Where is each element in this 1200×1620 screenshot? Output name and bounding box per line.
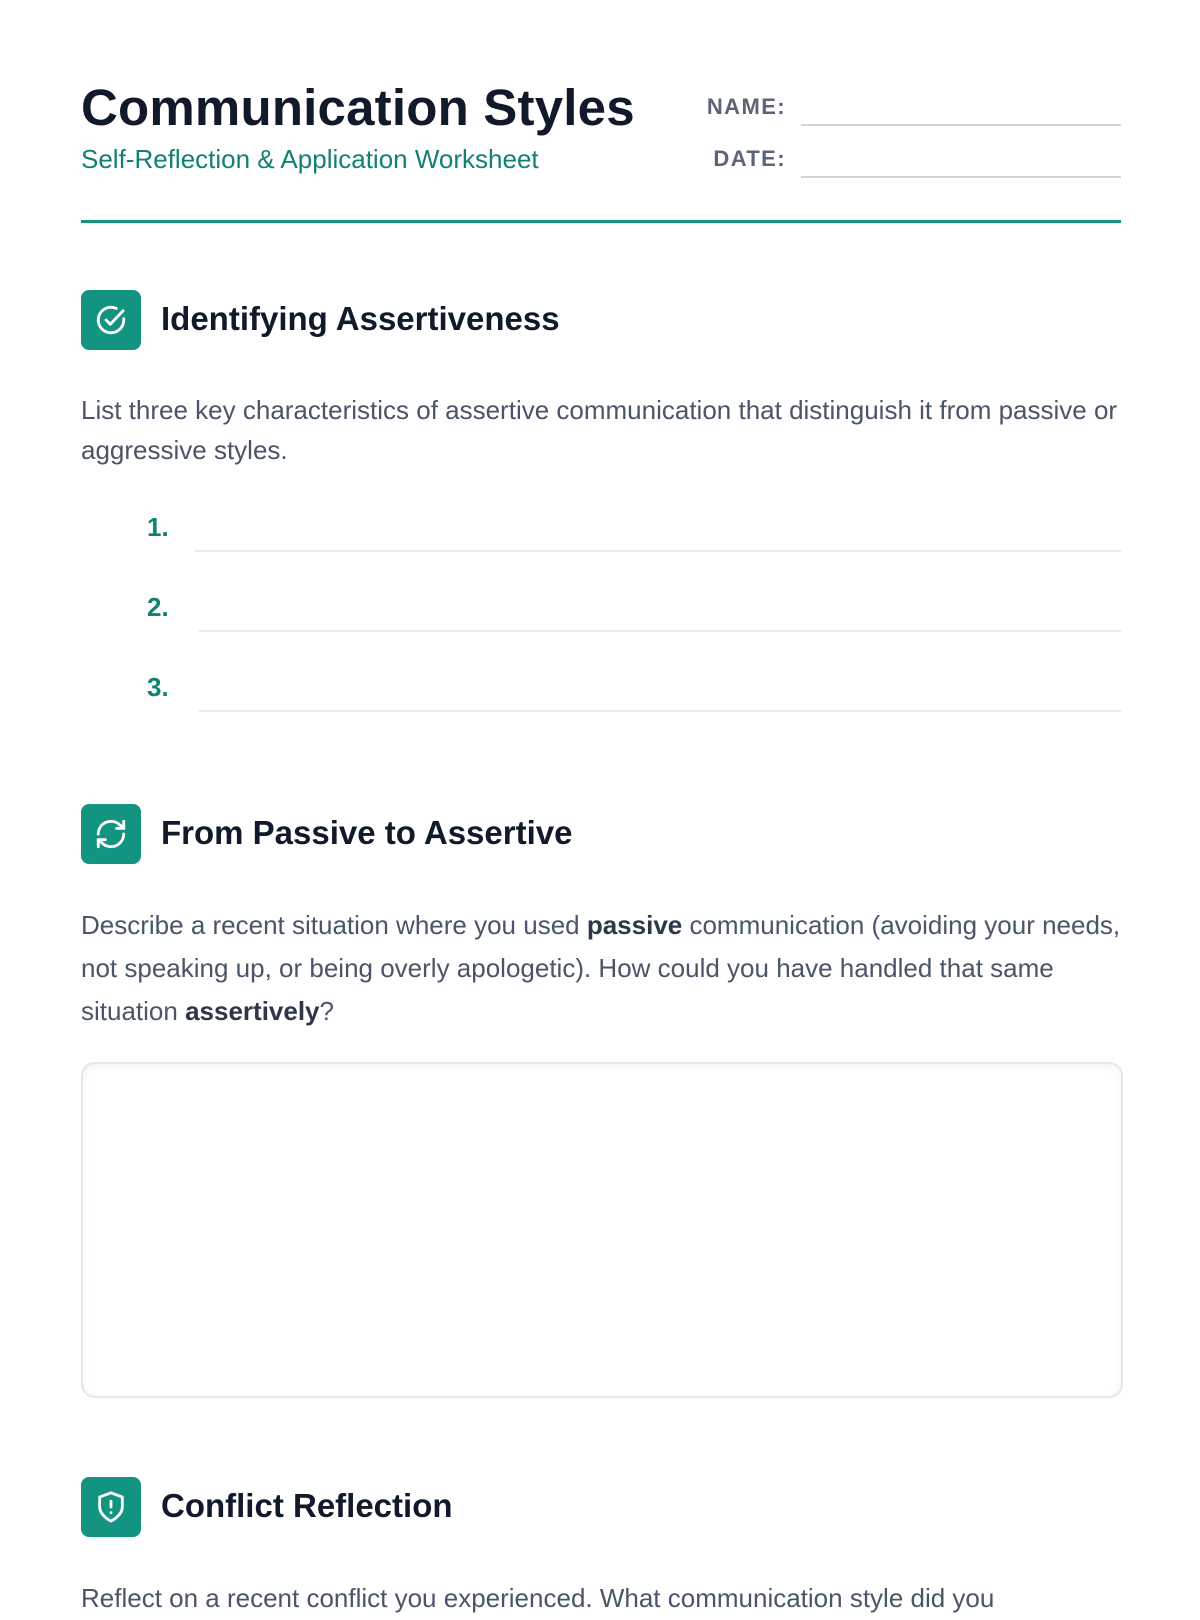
- answer-line[interactable]: [199, 710, 1121, 712]
- prompt-text: ?: [319, 996, 334, 1026]
- section-prompt: [81, 904, 1121, 1033]
- name-field[interactable]: [701, 84, 1121, 128]
- section-passive-to-assertive: [81, 804, 1121, 1026]
- date-label: DATE:: [713, 146, 786, 171]
- prompt-text: Describe a recent situation where you used: [81, 910, 587, 940]
- list-item[interactable]: [81, 672, 1121, 752]
- section-header: [81, 1477, 1121, 1537]
- section-header: [81, 290, 1121, 350]
- check-circle-icon: [81, 290, 141, 350]
- name-label: NAME:: [706, 94, 786, 119]
- page-title: Communication Styles: [81, 79, 635, 136]
- answer-line[interactable]: [199, 630, 1121, 632]
- section-title: Identifying Assertiveness: [161, 300, 560, 337]
- refresh-icon: [81, 804, 141, 864]
- name-input-line[interactable]: [801, 124, 1121, 126]
- shield-alert-icon: [81, 1477, 141, 1537]
- prompt-text: communication (avoiding your needs, not speaking up, or being overly apologetic). How could you have handled that same situation: [81, 910, 1121, 1026]
- item-number: 3.: [147, 672, 169, 702]
- section-title: Conflict Reflection: [161, 1487, 453, 1524]
- prompt-emphasis: assertively: [185, 996, 320, 1026]
- header-divider: [81, 220, 1121, 223]
- section-conflict-reflection: [81, 1477, 1121, 1613]
- section-prompt: List three key characteristics of assertive communication that distinguish it from passive or aggressive styles.: [81, 395, 1118, 465]
- answer-textarea[interactable]: [81, 1062, 1123, 1398]
- list-item[interactable]: [81, 592, 1121, 672]
- prompt-emphasis: passive: [586, 910, 683, 940]
- list-item[interactable]: [81, 512, 1121, 592]
- section-identifying-assertiveness: [81, 290, 1121, 702]
- section-prompt: Reflect on a recent conflict you experienced. What communication style did you: [81, 1583, 995, 1613]
- item-number: 2.: [147, 592, 169, 622]
- answer-list: [81, 512, 1121, 752]
- date-input-line[interactable]: [801, 176, 1121, 178]
- section-title: From Passive to Assertive: [161, 814, 573, 851]
- section-header: [81, 804, 1121, 864]
- date-field[interactable]: [701, 136, 1121, 180]
- item-number: 1.: [147, 512, 169, 542]
- answer-line[interactable]: [195, 550, 1121, 552]
- page-subtitle: Self-Reflection & Application Worksheet: [81, 144, 539, 174]
- worksheet-header: [81, 78, 1121, 223]
